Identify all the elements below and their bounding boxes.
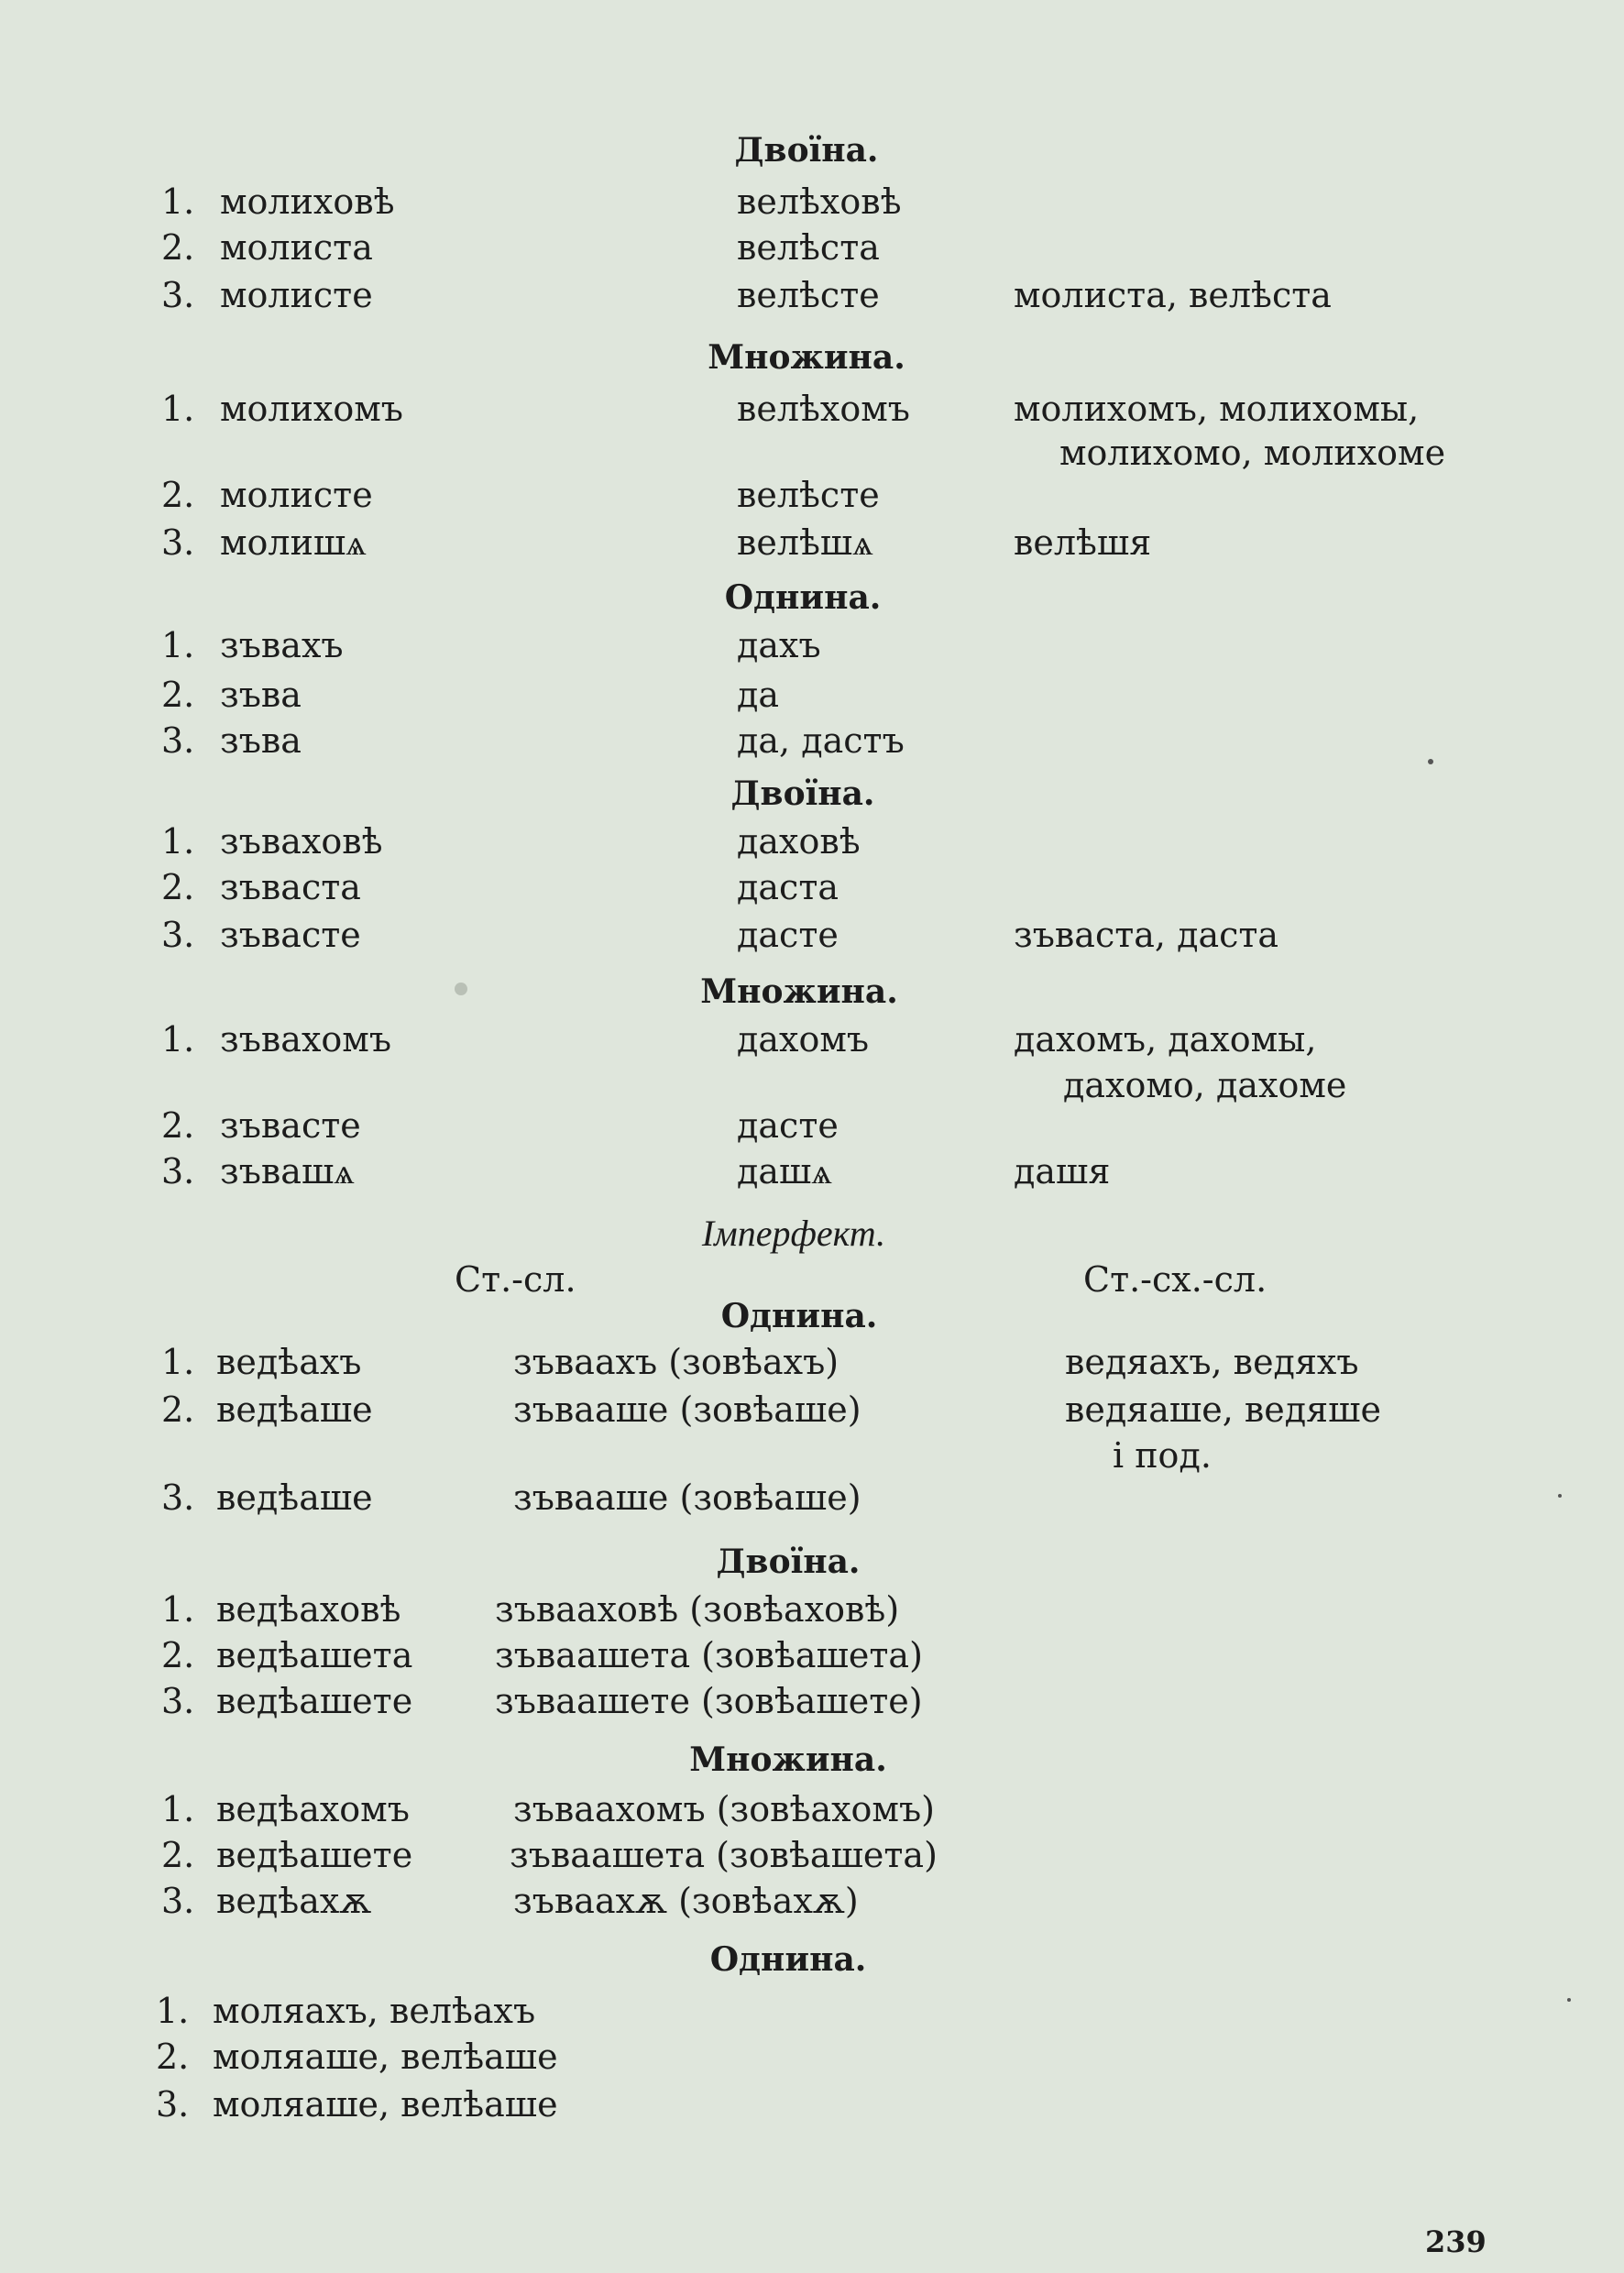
form-middle: да [737,675,780,715]
row-number: 1. [161,389,195,429]
row-number: 3. [161,720,195,761]
form-middle: велѣсте [737,275,880,315]
row-number: 1. [161,625,195,665]
form-middle: даста [737,867,839,907]
form-right: молихомъ, молихомы, [1014,389,1420,429]
form-middle: даховѣ [737,821,861,862]
form-left: молисте [220,475,373,515]
section-heading: Множина. [708,338,905,377]
form-left: ведѣаше [216,1389,373,1430]
form-left: зъвашѧ [220,1151,355,1191]
form-middle: зъваашете (зовѣашете) [495,1681,923,1721]
form-middle: дасте [737,915,839,955]
row-number: 2. [161,1835,195,1875]
row-number: 3. [161,1681,195,1721]
section-heading: Множина. [689,1740,887,1779]
section-heading: Однина. [724,578,882,617]
form-left: ведѣашета [216,1635,413,1675]
form-left: зъвасте [220,915,361,955]
section-heading: Двоїна. [730,774,875,813]
form-right: дашя [1014,1151,1111,1191]
form-left: зъва [220,720,302,761]
row-number: 3. [161,1477,195,1518]
row-number: 3. [161,275,195,315]
form-left: ведѣахомъ [216,1789,410,1829]
scan-speck [455,983,467,995]
form-middle: велѣховѣ [737,181,902,222]
row-number: 1. [161,1789,195,1829]
row-number: 2. [156,2037,190,2077]
form-left: ведѣашете [216,1681,413,1721]
section-heading: Однина. [709,1940,867,1979]
form-left: моляаше, велѣаше [213,2084,558,2125]
row-number: 3. [161,1881,195,1921]
form-middle: велѣхомъ [737,389,910,429]
section-heading: Множина. [700,972,898,1011]
form-left: ведѣаше [216,1477,373,1518]
section-heading: Однина. [720,1297,878,1335]
column-header-left: Ст.-сл. [455,1259,576,1300]
form-left: ведѣаховѣ [216,1589,401,1630]
form-middle: дасте [737,1105,839,1146]
section-heading: Двоїна. [716,1543,861,1581]
form-left: зъваховѣ [220,821,383,862]
row-number: 2. [161,227,195,268]
row-number: 1. [156,1991,190,2031]
form-middle: зъваашета (зовѣашета) [510,1835,938,1875]
form-left: ведѣахѫ [216,1881,372,1921]
form-left: молиста [220,227,373,268]
form-middle: велѣсте [737,475,880,515]
row-number: 2. [161,1635,195,1675]
form-middle: зъваашета (зовѣашета) [495,1635,923,1675]
row-number: 2. [161,867,195,907]
form-left: молихомъ [220,389,403,429]
form-left: зъва [220,675,302,715]
row-number: 3. [156,2084,190,2125]
row-number: 2. [161,475,195,515]
form-middle: велѣста [737,227,880,268]
form-middle: зъвааше (зовѣаше) [513,1477,861,1518]
form-middle: дахъ [737,625,821,665]
scan-speck [1428,759,1433,764]
form-left: зъвахомъ [220,1019,391,1060]
form-middle: дахомъ [737,1019,870,1060]
page-number: 239 [1425,2224,1487,2259]
row-number: 1. [161,1342,195,1382]
form-middle: велѣшѧ [737,522,873,563]
column-header-right: Ст.-сх.-сл. [1083,1259,1267,1300]
row-number: 2. [161,1389,195,1430]
form-left: зъвахъ [220,625,344,665]
form-right: зъваста, даста [1014,915,1279,955]
form-middle: зъвааше (зовѣаше) [513,1389,861,1430]
form-left: моляахъ, велѣахъ [213,1991,536,2031]
form-left: ведѣашете [216,1835,413,1875]
form-middle: дашѧ [737,1151,832,1191]
form-middle: зъваахъ (зовѣахъ) [513,1342,839,1382]
form-left: моляаше, велѣаше [213,2037,558,2077]
row-number: 1. [161,1589,195,1630]
form-left: зъвасте [220,1105,361,1146]
form-left: ведѣахъ [216,1342,362,1382]
form-left: молишѧ [220,522,367,563]
form-right: ведяахъ, ведяхъ [1065,1342,1359,1382]
form-right-continuation: молихомо, молихоме [1059,433,1446,473]
imperfect-title: Імперфект. [701,1213,886,1254]
scan-speck [1558,1494,1562,1498]
row-number: 1. [161,1019,195,1060]
form-middle: зъваахѫ (зовѣахѫ) [513,1881,859,1921]
form-left: молисте [220,275,373,315]
form-right-continuation: і под. [1113,1435,1212,1476]
form-left: зъваста [220,867,361,907]
form-right-continuation: дахомо, дахоме [1063,1065,1347,1105]
form-right: молиста, велѣста [1014,275,1332,315]
row-number: 3. [161,1151,195,1191]
scan-speck [1567,1998,1571,2002]
section-heading: Двоїна. [734,131,879,170]
row-number: 1. [161,821,195,862]
row-number: 3. [161,522,195,563]
row-number: 2. [161,1105,195,1146]
form-left: молиховѣ [220,181,395,222]
form-middle: зъвааховѣ (зовѣаховѣ) [495,1589,900,1630]
form-middle: да, дастъ [737,720,905,761]
form-right: дахомъ, дахомы, [1014,1019,1317,1060]
form-middle: зъваахомъ (зовѣахомъ) [513,1789,935,1829]
row-number: 3. [161,915,195,955]
row-number: 1. [161,181,195,222]
form-right: велѣшя [1014,522,1152,563]
row-number: 2. [161,675,195,715]
form-right: ведяаше, ведяше [1065,1389,1381,1430]
